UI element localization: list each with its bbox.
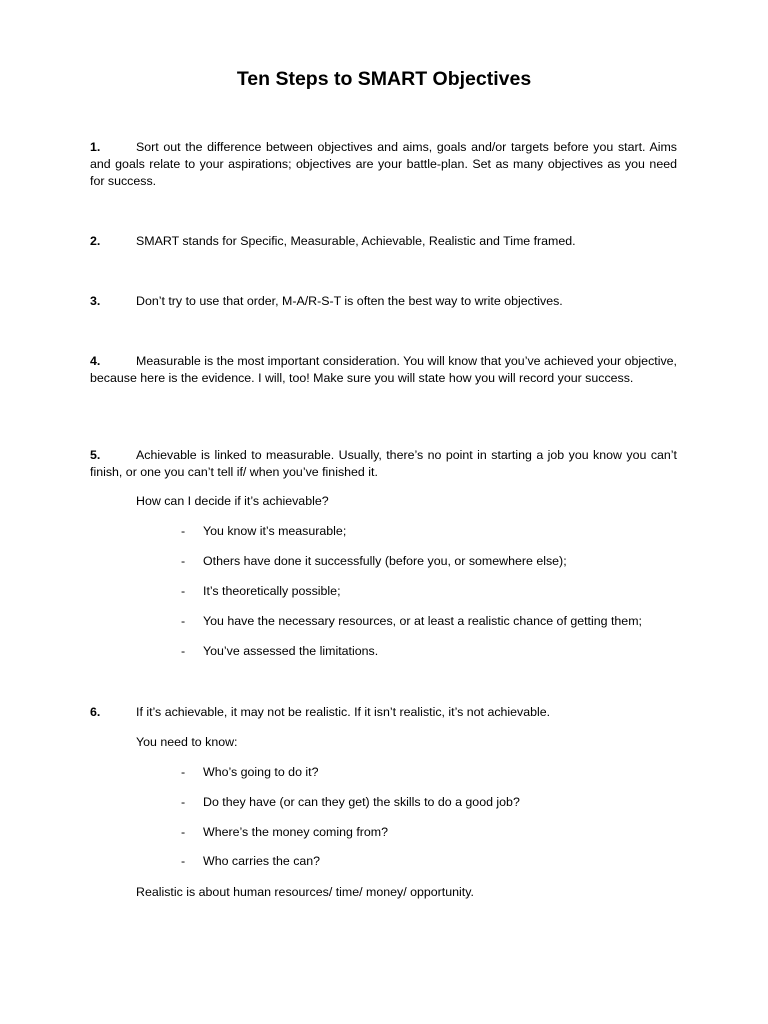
step-5-sub-intro: How can I decide if it’s achievable? <box>136 494 329 508</box>
bullet-marker: - <box>181 554 186 568</box>
step-number: 2. <box>90 234 101 248</box>
document-title: Ten Steps to SMART Objectives <box>236 68 532 90</box>
bullet-marker: - <box>181 584 186 598</box>
step-number: 4. <box>90 354 101 368</box>
step-number: 1. <box>90 140 101 154</box>
bullet-marker: - <box>181 524 186 538</box>
list-item: - You know it’s measurable; <box>181 524 347 538</box>
step-1 <box>90 139 677 191</box>
list-item: - Who’s going to do it? <box>181 765 319 779</box>
list-item: - You have the necessary resources, or at least a realistic chance of getting them; <box>181 614 642 628</box>
step-3 <box>90 293 677 310</box>
bullet-marker: - <box>181 644 186 658</box>
step-4 <box>90 353 677 387</box>
step-text: Measurable is the most important consideration. You will know that you’ve achieved your objective, because here is the evidence. I will, too! Make sure you will state how you will record your success. <box>90 354 677 386</box>
step-number: 5. <box>90 448 101 462</box>
step-text: Don’t try to use that order, M-A/R-S-T is often the best way to write objectives. <box>136 294 563 308</box>
list-item: - You’ve assessed the limitations. <box>181 644 379 658</box>
step-text: If it’s achievable, it may not be realistic. If it isn’t realistic, it’s not achievable. <box>136 705 551 719</box>
step-6-sub-intro: You need to know: <box>136 735 238 749</box>
bullet-marker: - <box>181 765 186 779</box>
bullet-marker: - <box>181 614 186 628</box>
step-number: 3. <box>90 294 101 308</box>
list-item: - Do they have (or can they get) the skills to do a good job? <box>181 795 520 809</box>
step-text: Achievable is linked to measurable. Usually, there’s no point in starting a job you know you can’t finish, or one you can’t tell if/ when you’ve finished it. <box>90 448 677 480</box>
step-number: 6. <box>90 705 101 719</box>
list-item: - Who carries the can? <box>181 854 321 868</box>
step-text: Sort out the difference between objectives and aims, goals and/or targets before you start. Aims and goals relate to your aspirations; objectives are your battle-plan. Set as many objectives as you need for success. <box>90 140 677 189</box>
list-item: - Others have done it successfully (before you, or somewhere else); <box>181 554 567 568</box>
bullet-marker: - <box>181 854 186 868</box>
step-text: SMART stands for Specific, Measurable, Achievable, Realistic and Time framed. <box>136 234 576 248</box>
bullet-marker: - <box>181 825 186 839</box>
step-6 <box>90 704 677 721</box>
step-5 <box>90 447 677 481</box>
list-item: - Where’s the money coming from? <box>181 825 389 839</box>
list-item: - It’s theoretically possible; <box>181 584 341 598</box>
bullet-marker: - <box>181 795 186 809</box>
step-2 <box>90 233 677 250</box>
step-6-sub-outro: Realistic is about human resources/ time/ money/ opportunity. <box>136 885 474 899</box>
